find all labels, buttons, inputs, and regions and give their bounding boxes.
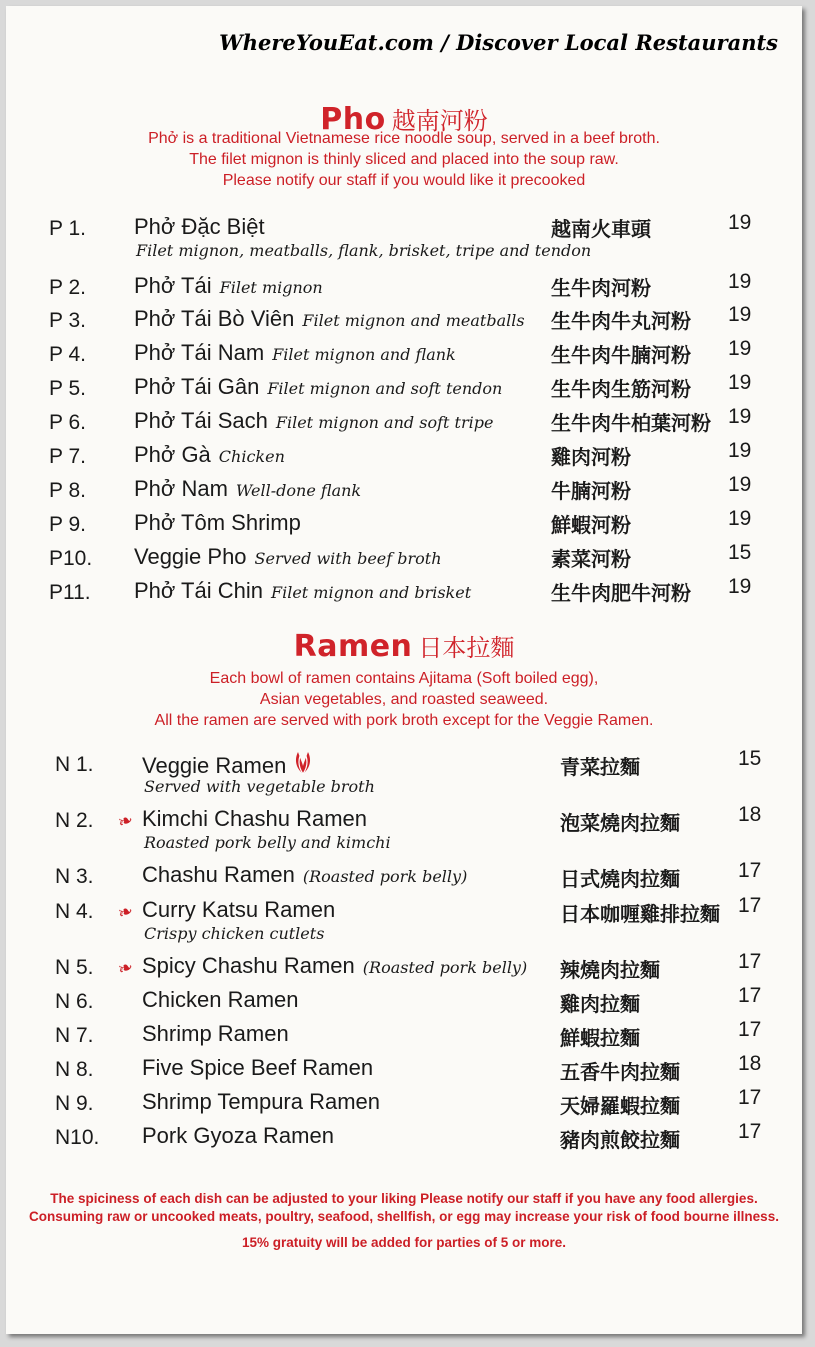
item-chinese-name: 素菜河粉 (551, 549, 631, 571)
ramen-section-title (6, 628, 802, 664)
footer-raw-warning: Consuming raw or uncooked meats, poultry, seafood, shellfish, or egg may increase your risk of food bourne illness. (29, 1209, 779, 1224)
item-chinese-name: 生牛肉牛丸河粉 (551, 311, 691, 333)
ramen-desc-line: Asian vegetables, and roasted seaweed. (259, 691, 549, 708)
item-chinese-name: 雞肉河粉 (551, 447, 631, 469)
item-name-group (142, 806, 367, 832)
ramen-title-en: Ramen (293, 629, 413, 664)
item-price: 15 (728, 541, 752, 564)
item-name-group (142, 1123, 334, 1149)
item-chinese-name: 生牛肉牛柏葉河粉 (551, 413, 711, 435)
menu-item (6, 473, 802, 505)
item-chinese-name: 生牛肉生筋河粉 (551, 379, 691, 401)
item-name: Phở Gà (134, 442, 211, 467)
item-name-group (142, 1021, 289, 1047)
item-code: N 4. (55, 900, 94, 923)
item-description: Roasted pork belly and kimchi (144, 833, 391, 852)
item-price: 18 (738, 1052, 762, 1075)
item-description: Crispy chicken cutlets (144, 924, 325, 943)
menu-item (6, 439, 802, 471)
item-name: Phở Tôm Shrimp (134, 510, 301, 535)
item-price: 19 (728, 371, 752, 394)
item-code: N 8. (55, 1058, 94, 1081)
footer-spiciness-note: The spiciness of each dish can be adjusted to your liking Please notify our staff if you have any food allergies. (50, 1191, 758, 1206)
item-note: Filet mignon (219, 278, 323, 297)
item-name: Pork Gyoza Ramen (142, 1123, 334, 1148)
item-code: P 8. (49, 479, 86, 502)
item-chinese-name: 生牛肉河粉 (551, 278, 651, 300)
item-name-group (142, 862, 467, 888)
item-name: Phở Tái Chin (134, 578, 263, 603)
item-name: Veggie Ramen (142, 753, 287, 778)
item-code: P 7. (49, 445, 86, 468)
item-name-group (134, 306, 525, 332)
menu-item (6, 541, 802, 573)
pho-desc-line: Please notify our staff if you would like it precooked (222, 172, 586, 189)
item-price: 17 (738, 950, 762, 973)
item-name: Chicken Ramen (142, 987, 299, 1012)
item-chinese-name: 五香牛肉拉麵 (560, 1062, 680, 1084)
item-name: Chashu Ramen (142, 862, 295, 887)
item-name-group (142, 1055, 373, 1081)
item-note: (Roasted pork belly) (302, 867, 468, 886)
chili-pepper-icon: ❧ (114, 809, 136, 834)
menu-item (6, 1086, 802, 1118)
item-name-group (134, 544, 442, 570)
item-name-group (134, 374, 502, 400)
menu-item (6, 211, 802, 260)
item-name: Five Spice Beef Ramen (142, 1055, 374, 1080)
menu-item (6, 859, 802, 891)
item-name-group (134, 442, 285, 468)
item-code: P 1. (49, 217, 86, 240)
item-code: P 2. (49, 276, 86, 299)
item-note: Chicken (218, 447, 285, 466)
item-description: Filet mignon, meatballs, flank, brisket, tripe and tendon (136, 241, 592, 260)
item-name-group (134, 408, 493, 434)
item-price: 19 (728, 211, 752, 234)
item-price: 19 (728, 270, 752, 293)
item-price: 15 (738, 747, 762, 770)
item-note: Served with beef broth (254, 549, 442, 568)
item-note: Well-done flank (235, 481, 362, 500)
item-chinese-name: 鮮蝦拉麵 (560, 1028, 640, 1050)
menu-item (6, 405, 802, 437)
item-code: P10. (49, 547, 93, 570)
item-name-group (142, 953, 527, 979)
pho-title-en: Pho (320, 102, 386, 137)
item-chinese-name: 泡菜燒肉拉麵 (560, 813, 680, 835)
item-name-group (134, 214, 265, 240)
item-price: 19 (728, 405, 752, 428)
item-code: N 7. (55, 1024, 94, 1047)
menu-item (6, 950, 802, 982)
footer-gratuity-note: 15% gratuity will be added for parties of 5 or more. (241, 1235, 567, 1250)
item-code: P 4. (49, 343, 86, 366)
ramen-title-zh: 日本拉麵 (418, 635, 515, 662)
item-price: 17 (738, 1086, 762, 1109)
item-code: P 6. (49, 411, 86, 434)
item-code: N 1. (55, 753, 94, 776)
item-name: Phở Tái Sach (134, 408, 268, 433)
item-name-group (134, 510, 301, 536)
item-chinese-name: 豬肉煎餃拉麵 (560, 1130, 680, 1152)
menu-page (6, 6, 802, 1334)
item-name-group (134, 273, 323, 299)
ramen-description (6, 668, 802, 731)
item-chinese-name: 牛腩河粉 (551, 481, 631, 503)
menu-item (6, 803, 802, 852)
item-note: Filet mignon and meatballs (302, 311, 525, 330)
item-code: P 5. (49, 377, 86, 400)
item-code: N 6. (55, 990, 94, 1013)
watermark: WhereYouEat.com / Discover Local Restaurants (219, 30, 778, 55)
menu-item (6, 303, 802, 335)
item-price: 19 (728, 473, 752, 496)
menu-item (6, 575, 802, 607)
item-note: Filet mignon and brisket (270, 583, 472, 602)
item-name: Phở Tái Bò Viên (134, 306, 295, 331)
item-name: Phở Đặc Biệt (134, 214, 265, 239)
menu-item (6, 747, 802, 796)
item-code: N 5. (55, 956, 94, 979)
chili-pepper-icon: ❧ (114, 956, 136, 981)
pho-desc-line: Phở is a traditional Vietnamese rice noodle soup, served in a beef broth. (148, 130, 660, 147)
item-code: N 3. (55, 865, 94, 888)
item-note: Filet mignon and flank (272, 345, 456, 364)
item-chinese-name: 鮮蝦河粉 (551, 515, 631, 537)
menu-item (6, 507, 802, 539)
item-name: Phở Tái (134, 273, 212, 298)
menu-item (6, 1120, 802, 1152)
item-chinese-name: 日本咖喱雞排拉麵 (560, 904, 720, 926)
item-chinese-name: 生牛肉牛腩河粉 (551, 345, 691, 367)
item-name: Spicy Chashu Ramen (142, 953, 355, 978)
footer-notes (6, 1190, 802, 1252)
item-price: 19 (728, 575, 752, 598)
item-chinese-name: 日式燒肉拉麵 (560, 869, 680, 891)
item-price: 17 (738, 894, 762, 917)
item-code: P 3. (49, 309, 86, 332)
item-price: 19 (728, 507, 752, 530)
menu-item (6, 984, 802, 1016)
item-price: 17 (738, 984, 762, 1007)
chili-pepper-icon: ❧ (114, 900, 136, 925)
item-name: Kimchi Chashu Ramen (142, 806, 367, 831)
item-note: Filet mignon and soft tendon (267, 379, 503, 398)
item-name: Phở Tái Nam (134, 340, 265, 365)
item-name: Curry Katsu Ramen (142, 897, 336, 922)
item-chinese-name: 天婦羅蝦拉麵 (560, 1096, 680, 1118)
menu-item (6, 337, 802, 369)
item-name: Phở Nam (134, 476, 228, 501)
item-name-group (134, 476, 361, 502)
item-code: N 9. (55, 1092, 94, 1115)
ramen-desc-line: All the ramen are served with pork broth except for the Veggie Ramen. (154, 712, 654, 729)
item-code: N10. (55, 1126, 100, 1149)
menu-item (6, 894, 802, 943)
item-description: Served with vegetable broth (144, 777, 375, 796)
pho-desc-line: The filet mignon is thinly sliced and placed into the soup raw. (189, 151, 619, 168)
item-name-group (142, 1089, 380, 1115)
item-name: Veggie Pho (134, 544, 247, 569)
item-code: P11. (49, 581, 91, 604)
menu-item (6, 1052, 802, 1084)
item-name-group (142, 987, 299, 1013)
item-name: Shrimp Tempura Ramen (142, 1089, 381, 1114)
item-code: P 9. (49, 513, 86, 536)
item-chinese-name: 辣燒肉拉麵 (560, 960, 660, 982)
menu-item (6, 371, 802, 403)
item-name-group (134, 340, 456, 366)
item-chinese-name: 雞肉拉麵 (560, 994, 640, 1016)
item-note: (Roasted pork belly) (362, 958, 528, 977)
item-price: 17 (738, 1018, 762, 1041)
item-price: 17 (738, 859, 762, 882)
item-name-group (134, 578, 471, 604)
item-chinese-name: 越南火車頭 (551, 219, 651, 241)
item-code: N 2. (55, 809, 94, 832)
item-price: 18 (738, 803, 762, 826)
item-name: Shrimp Ramen (142, 1021, 289, 1046)
ramen-desc-line: Each bowl of ramen contains Ajitama (Soft boiled egg), (209, 670, 599, 687)
item-name: Phở Tái Gân (134, 374, 260, 399)
item-note: Filet mignon and soft tripe (275, 413, 494, 432)
item-price: 19 (728, 439, 752, 462)
item-price: 19 (728, 303, 752, 326)
menu-item (6, 270, 802, 302)
item-price: 19 (728, 337, 752, 360)
item-name-group (142, 897, 335, 923)
pho-description (6, 128, 802, 191)
pho-title-zh: 越南河粉 (391, 108, 488, 135)
menu-item (6, 1018, 802, 1050)
item-chinese-name: 青菜拉麵 (560, 757, 640, 779)
item-price: 17 (738, 1120, 762, 1143)
item-chinese-name: 生牛肉肥牛河粉 (551, 583, 691, 605)
